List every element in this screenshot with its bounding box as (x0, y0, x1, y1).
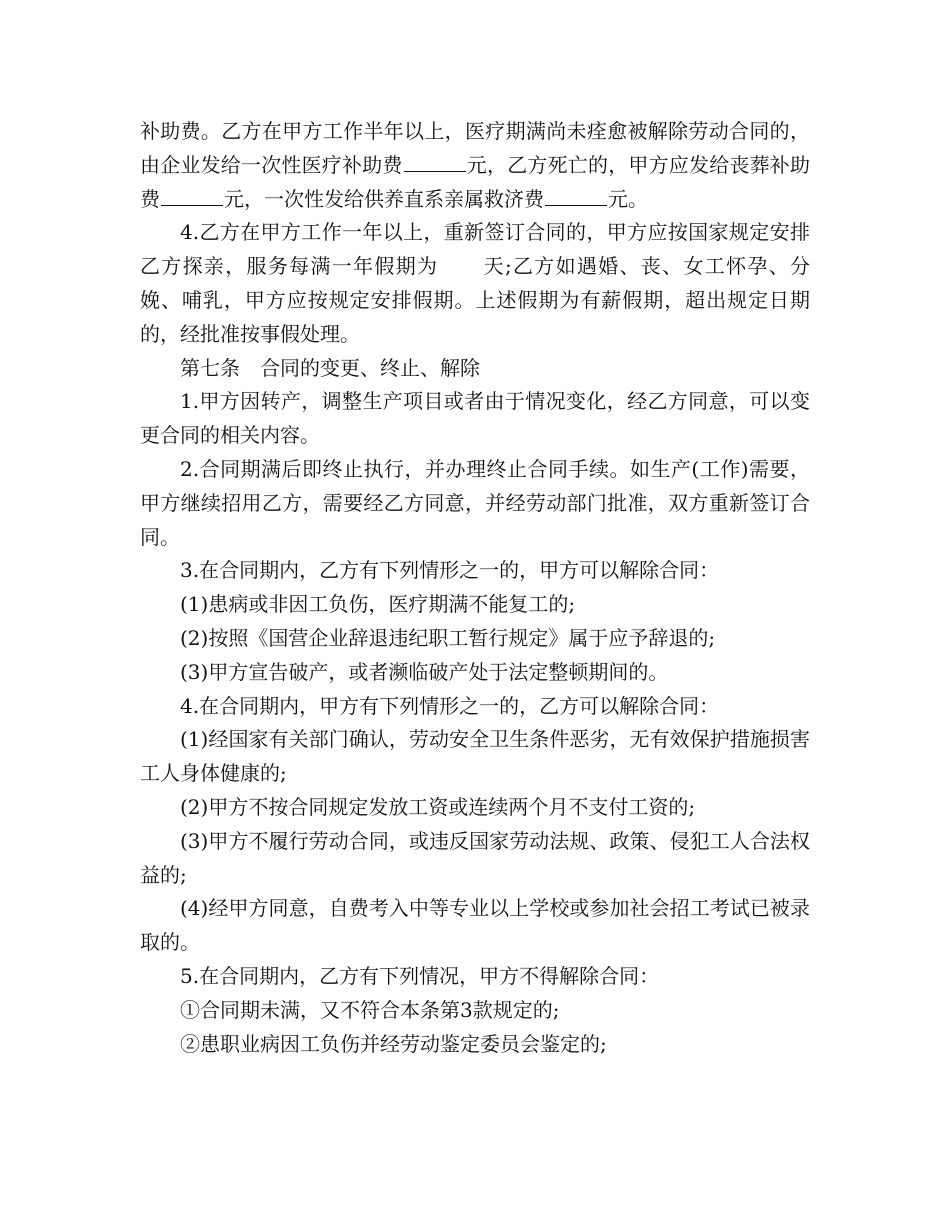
article-title: 合同的变更、终止、解除 (260, 355, 480, 380)
list-item: 4.在合同期内，甲方有下列情形之一的，乙方可以解除合同： (180, 693, 720, 718)
article-heading (140, 352, 810, 386)
list-item: 3.在合同期内，乙方有下列情形之一的，甲方可以解除合同： (180, 558, 720, 583)
list-item: (2)甲方不按合同规定发放工资或连续两个月不支付工资的; (180, 794, 696, 819)
list-item: (1)经国家有关部门确认，劳动安全卫生条件恶劣，无有效保护措施损害工人身体健康的; (140, 727, 810, 786)
list-item: (4)经甲方同意，自费考入中等专业以上学校或参加社会招工考试已被录取的。 (140, 896, 810, 955)
text-segment: 天;乙方如遇婚、丧、女工怀孕、分娩、哺乳，甲方应按规定安排假期。上述假期为有薪假期，超出规定日期的，经批准按事假处理。 (140, 254, 810, 346)
list-item: 2.合同期满后即终止执行，并办理终止合同手续。如生产(工作)需要，甲方继续招用乙方，需要经乙方同意，并经劳动部门批准，双方重新签订合同。 (140, 456, 810, 549)
article-number: 第七条 (180, 355, 240, 380)
text-segment: 4.乙方在甲方工作一年以上，重新签订合同的，甲方应按国家规定安排乙方探亲，服务每满一年假期为 (140, 220, 810, 279)
list-item: 5.在合同期内，乙方有下列情况，甲方不得解除合同： (180, 963, 660, 988)
paragraph-compensation (140, 115, 810, 216)
text-segment: 元，一次性发给供养直系亲属救济费 (224, 186, 544, 211)
document-page (140, 115, 810, 1061)
paragraph-home-leave (140, 216, 810, 351)
fill-blank-medical-subsidy (404, 149, 466, 172)
text-segment: 元，乙方死亡的，甲方应发给丧葬补助费 (140, 152, 811, 211)
list-item: (3)甲方不履行劳动合同，或违反国家劳动法规、政策、侵犯工人合法权益的; (140, 828, 810, 887)
list-item: ①合同期未满，又不符合本条第3款规定的; (180, 997, 560, 1022)
list-item: (2)按照《国营企业辞退违纪职工暂行规定》属于应予辞退的; (180, 625, 716, 650)
list-item: (1)患病或非因工负伤，医疗期满不能复工的; (180, 592, 576, 617)
fill-blank-relief-fund (545, 183, 607, 206)
text-segment: 补助费。乙方在甲方工作半年以上，医疗期满尚未痊愈被解除劳动合同的，由企业发给一次性医疗补助费 (140, 119, 810, 177)
text-segment: 元。 (608, 186, 648, 211)
fill-blank-funeral-subsidy (161, 183, 223, 206)
list-item: ②患职业病因工负伤并经劳动鉴定委员会鉴定的; (180, 1031, 607, 1056)
list-item: (3)甲方宣告破产，或者濒临破产处于法定整顿期间的。 (180, 659, 669, 684)
list-item: 1.甲方因转产，调整生产项目或者由于情况变化，经乙方同意，可以变更合同的相关内容。 (140, 389, 810, 448)
